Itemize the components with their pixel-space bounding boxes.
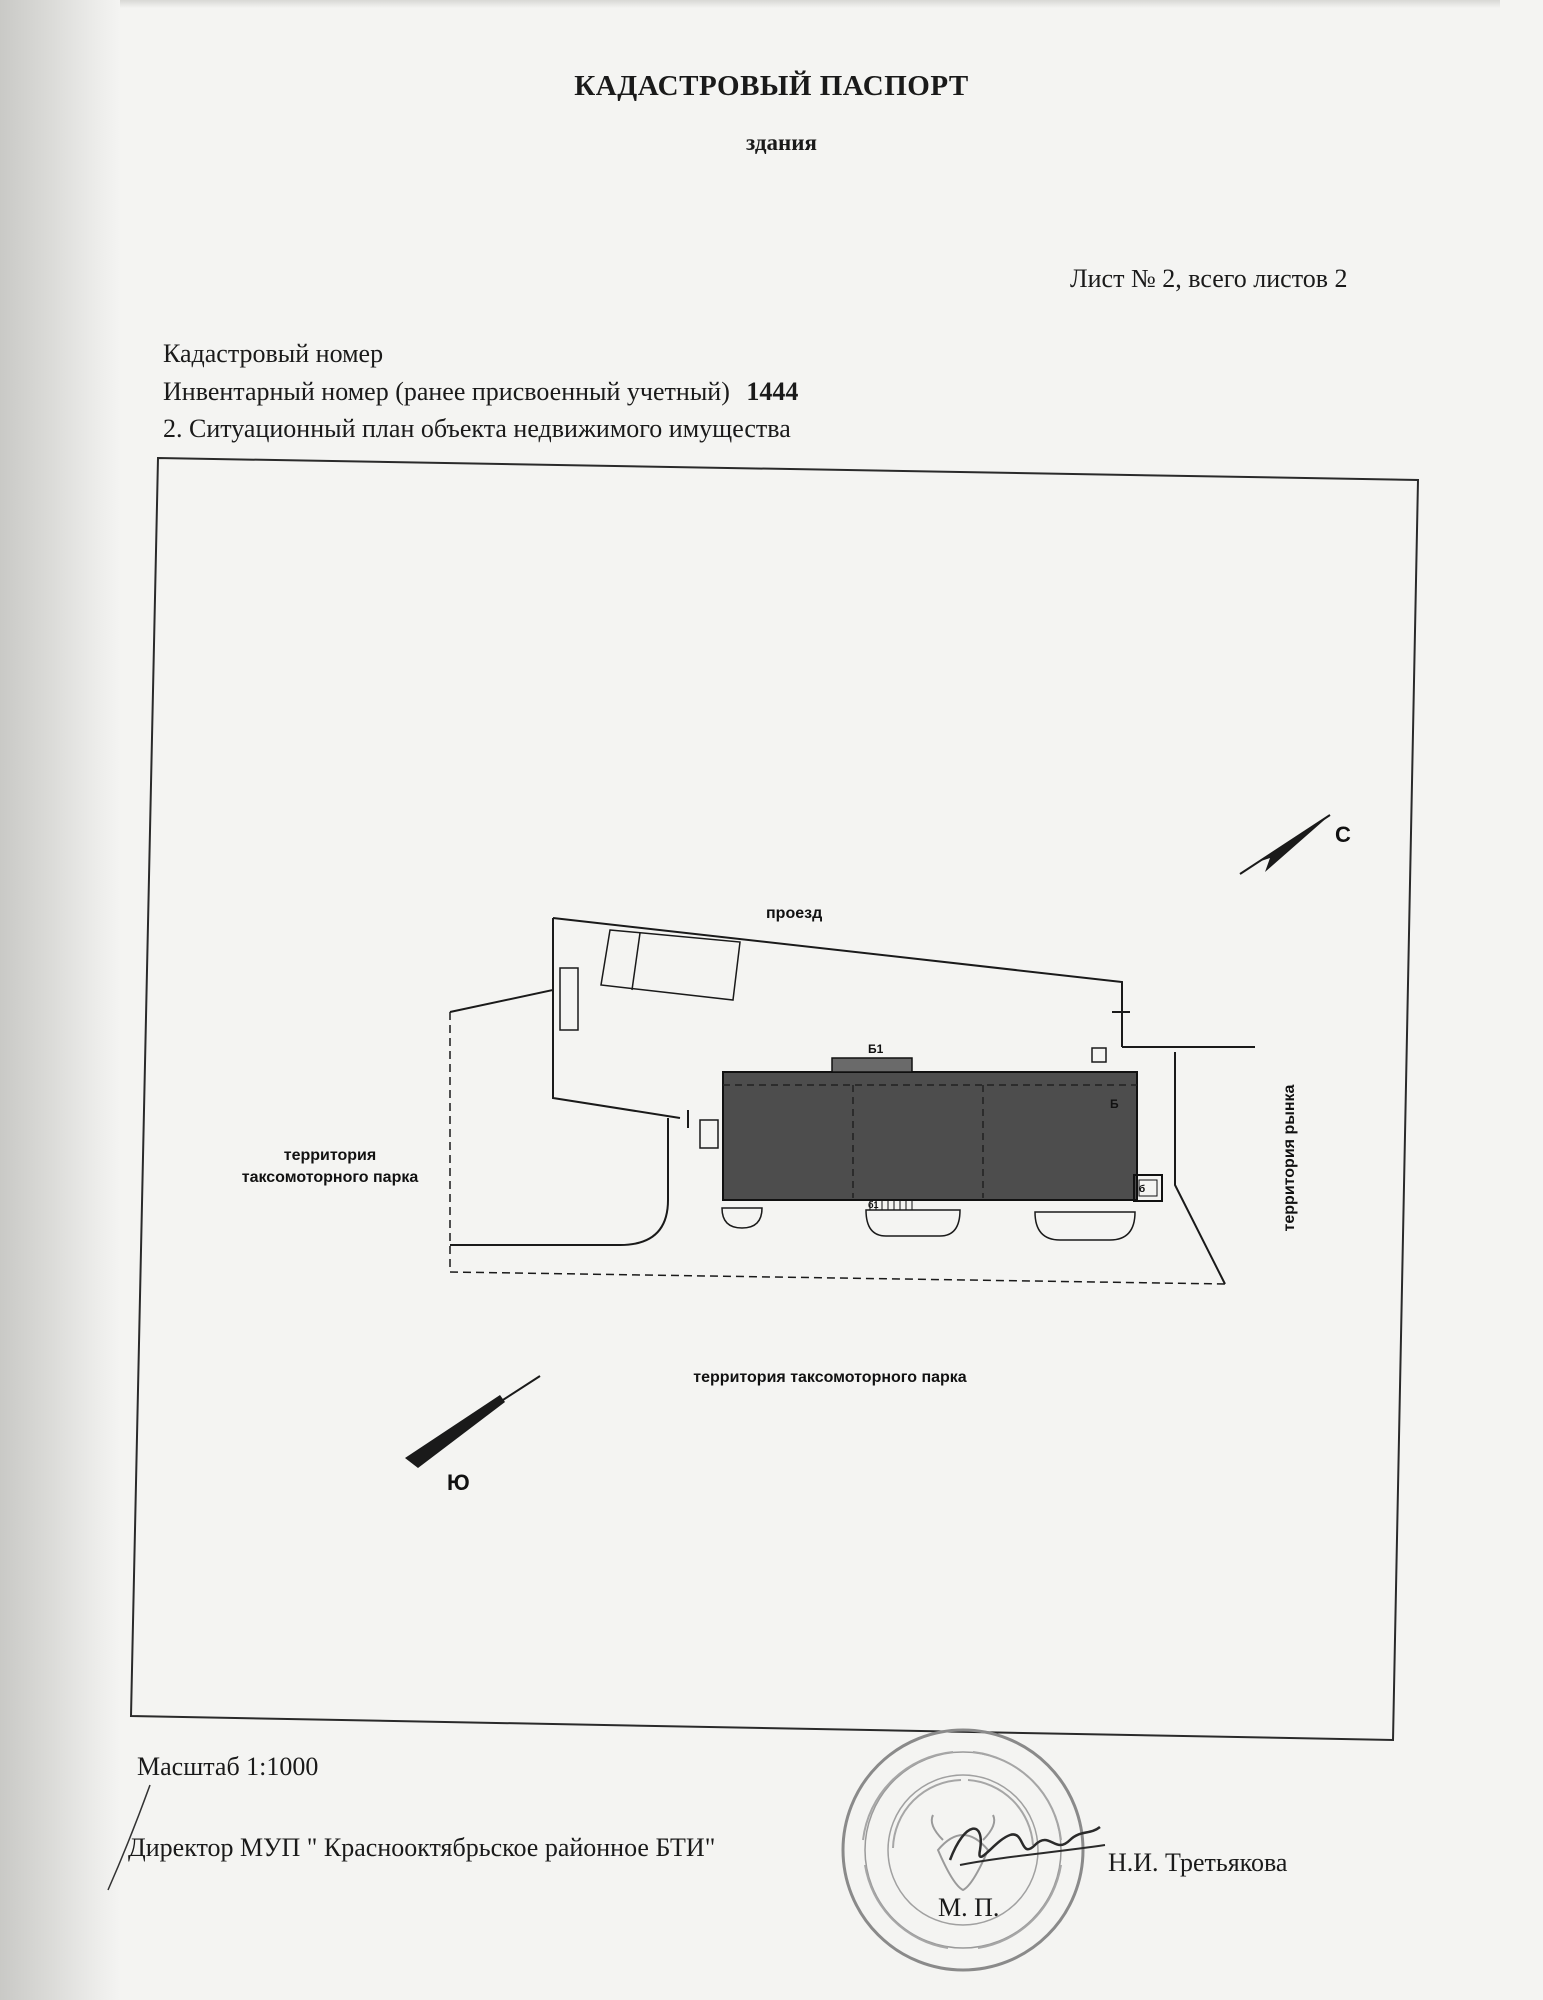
plot-boundary-north	[553, 918, 1122, 1047]
taxi-park-left-line2: таксомоторного парка	[241, 1169, 419, 1186]
director-signature	[940, 1805, 1110, 1885]
inventory-number-value: 1444	[746, 377, 799, 406]
main-building-B	[723, 1072, 1137, 1200]
road-label: проезд	[766, 905, 823, 922]
director-name: Н.И. Третьякова	[1108, 1848, 1288, 1877]
flowerbed-2	[866, 1210, 960, 1236]
annex-label: Б1	[868, 1042, 884, 1056]
flowerbed-3	[1035, 1212, 1135, 1240]
flowerbed-1	[722, 1208, 762, 1228]
plot-boundary-inner	[553, 990, 680, 1118]
section-title: 2. Ситуационный план объекта недвижимого имущества	[163, 414, 791, 443]
structure-shed	[560, 968, 578, 1030]
market-territory-label: территория рынка	[1281, 1084, 1298, 1232]
south-label: Ю	[447, 1470, 470, 1495]
steps-b1-treads	[876, 1200, 906, 1210]
plot-boundary-east	[1175, 1052, 1225, 1284]
cadastral-number-label: Кадастровый номер	[163, 339, 384, 368]
small-annex-label: б	[1139, 1184, 1146, 1195]
taxi-park-left-line1: территория	[283, 1147, 377, 1164]
entrance-porch-west	[700, 1120, 718, 1148]
entrance-porch-north	[1092, 1048, 1106, 1062]
annex-label-bottom: б1	[868, 1200, 879, 1210]
north-arrow-icon	[1240, 815, 1330, 874]
structure-garage-divider	[632, 933, 640, 990]
plot-boundary-dashed-south	[450, 1272, 1225, 1284]
document-title: КАДАСТРОВЫЙ ПАСПОРТ	[574, 70, 969, 102]
north-label: С	[1335, 822, 1351, 847]
sheet-info: Лист № 2, всего листов 2	[1070, 264, 1348, 293]
structure-garage	[601, 930, 740, 1000]
building-label: Б	[1110, 1097, 1119, 1111]
scale-label: Масштаб 1:1000	[137, 1752, 319, 1781]
south-arrow-icon	[405, 1376, 540, 1468]
plot-boundary-curve	[450, 1118, 668, 1245]
annex-B1	[832, 1058, 912, 1072]
director-title: Директор МУП " Краснооктябрьское районное БТИ"	[128, 1833, 716, 1862]
plot-boundary-west	[450, 918, 553, 1012]
inventory-number-label: Инвентарный номер (ранее присвоенный учетный)	[163, 377, 730, 406]
seal-place-label: М. П.	[938, 1893, 1000, 1922]
taxi-park-bottom-label: территория таксомоторного парка	[693, 1369, 967, 1386]
document-subtitle: здания	[746, 130, 817, 155]
